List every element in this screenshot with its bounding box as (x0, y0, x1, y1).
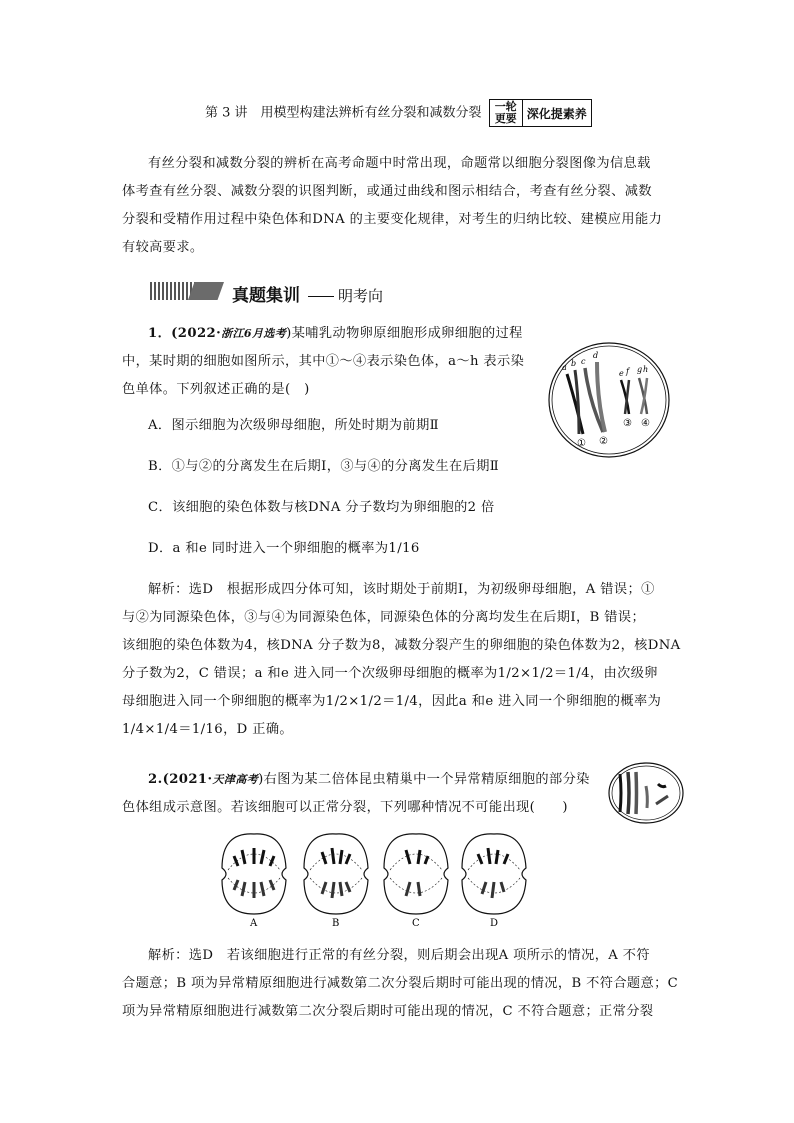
chromosome-1 (567, 370, 583, 434)
chromosome (636, 772, 637, 814)
intro-paragraph (122, 150, 688, 262)
q1-analysis (122, 576, 682, 744)
cell-membrane (549, 343, 669, 457)
q2-cell-figure (606, 760, 686, 826)
chromosome-label: ④ (641, 418, 650, 429)
chromosome-3 (621, 380, 629, 414)
chromatid-label: b (571, 359, 577, 368)
intro-line: 有较高要求。 (122, 240, 204, 255)
q1-number: 1．(2022· (148, 326, 222, 341)
q2-figure-b[interactable] (304, 834, 368, 928)
chromatid-label: c (581, 357, 586, 366)
chromatid-label: d (593, 351, 599, 360)
intro-line: 有丝分裂和减数分裂的辨析在高考命题中时常出现，命题常以细胞分裂图像为信息载 (148, 156, 651, 171)
chromosome-label: ② (599, 436, 608, 447)
intro-line: 分裂和受精作用过程中染色体和DNA 的主要变化规律，对考生的归纳比较、建模应用能力 (122, 212, 663, 227)
q2-stem-line (148, 766, 592, 794)
q2-options-figure (220, 828, 530, 928)
q1-option-d[interactable]: D．a 和e 同时进入一个卵细胞的概率为1/16 (148, 541, 420, 556)
chromatid-label: h (643, 365, 649, 374)
chromosome (628, 772, 629, 814)
q2-stem-1: 色体组成示意图。若该细胞可以正常分裂，下列哪种情况不可能出现( ) (122, 800, 568, 815)
chromosome-label: ③ (623, 418, 632, 429)
q1-analysis-line: 母细胞进入同一个卵细胞的概率为1/2×1/2＝1/4，因此a 和e 进入同一个卵细胞的概率为 (122, 694, 662, 709)
tag-left (490, 100, 523, 126)
q2-figure-d[interactable] (462, 834, 526, 928)
chromosome-label: ① (577, 438, 586, 449)
section-heading (232, 281, 383, 306)
tag-right: 深化提素养 (526, 106, 587, 121)
q1-cell-figure (545, 340, 675, 460)
section-divider (308, 296, 334, 297)
chromatid-label: f (626, 367, 629, 376)
chromosome-4 (639, 378, 647, 414)
q1-option-a[interactable]: A．图示细胞为次级卵母细胞，所处时期为前期Ⅱ (148, 418, 440, 433)
q1-analysis-line: 与②为同源染色体，③与④为同源染色体，同源染色体的分离均发生在后期Ⅰ，B 错误； (122, 610, 646, 625)
q2-figure-c[interactable] (384, 834, 448, 928)
chromosome (646, 786, 647, 808)
q2-source: 天津高考 (212, 773, 259, 786)
question-1 (122, 320, 542, 404)
q1-stem-1: 中，某时期的细胞如图所示，其中①～④表示染色体，a～h 表示染 (122, 354, 525, 369)
lecture-tag (489, 99, 592, 127)
q1-options (148, 412, 499, 576)
cell-membrane-inner (552, 346, 666, 454)
lecture-title (205, 99, 592, 127)
q1-source: 浙江6月选考 (221, 327, 287, 340)
q2-analysis-line: 合题意；B 项为异常精原细胞进行减数第二次分裂后期时可能出现的情况，B 不符合题意；C (122, 976, 679, 991)
q1-analysis-line: 解析：选D 根据形成四分体可知，该时期处于前期Ⅰ，为初级卵母细胞，A 错误；① (148, 582, 655, 597)
chromosome (656, 796, 668, 804)
q1-option-c[interactable]: C．该细胞的染色体数与核DNA 分子数均为卵细胞的2 倍 (148, 500, 495, 515)
chromatid-label: a (562, 363, 567, 372)
q1-analysis-line: 该细胞的染色体数为4，核DNA 分子数为8，减数分裂产生的卵细胞的染色体数为2，核DNA (122, 638, 681, 653)
q1-stem-2: 色单体。下列叙述正确的是( ) (122, 382, 310, 397)
lecture-title-text: 第 3 讲 用模型构建法辨析有丝分裂和减数分裂 (205, 105, 482, 121)
q2-figure-label: B (332, 918, 340, 928)
question-2 (122, 766, 592, 822)
section-title: 真题集训 (232, 286, 300, 306)
section-subtitle: 明考向 (338, 287, 384, 305)
q2-analysis (122, 942, 682, 1026)
q1-option-b[interactable]: B．①与②的分离发生在后期Ⅰ，③与④的分离发生在后期Ⅱ (148, 459, 500, 474)
intro-line: 体考查有丝分裂、减数分裂的识图判断，或通过曲线和图示相结合，考查有丝分裂、减数 (122, 184, 652, 199)
q1-stem-0: )某哺乳动物卵原细胞形成卵细胞的过程 (286, 326, 523, 341)
tag-left-top: 一轮 (494, 100, 517, 113)
tag-left-bottom: 更要 (494, 112, 517, 125)
chromosome (620, 774, 621, 812)
q2-figure-a[interactable] (222, 834, 286, 928)
chromosome (658, 784, 666, 787)
q2-analysis-line: 解析：选D 若该细胞进行正常的有丝分裂，则后期会出现A 项所示的情况，A 不符 (148, 948, 650, 963)
q1-analysis-line: 分子数为2，C 错误；a 和e 进入同一个次级卵母细胞的概率为1/2×1/2＝1/4，由次级卵 (122, 666, 658, 681)
chromatid-label: e (619, 369, 624, 378)
q2-figure-label: C (412, 918, 420, 928)
q1-stem-line (148, 320, 542, 348)
q2-stem-0: )右图为某二倍体昆虫精巢中一个异常精原细胞的部分染 (258, 772, 590, 787)
chromosome-2 (585, 362, 605, 432)
q2-analysis-line: 项为异常精原细胞进行减数第二次分裂后期时可能出现的情况，C 不符合题意；正常分裂 (122, 1004, 654, 1019)
q1-analysis-line: 1/4×1/4＝1/16，D 正确。 (122, 722, 294, 737)
q2-figure-label: A (250, 918, 258, 928)
q2-figure-label: D (490, 918, 499, 928)
chromatid-label: g (637, 365, 643, 374)
q2-number: 2.(2021· (148, 772, 213, 787)
